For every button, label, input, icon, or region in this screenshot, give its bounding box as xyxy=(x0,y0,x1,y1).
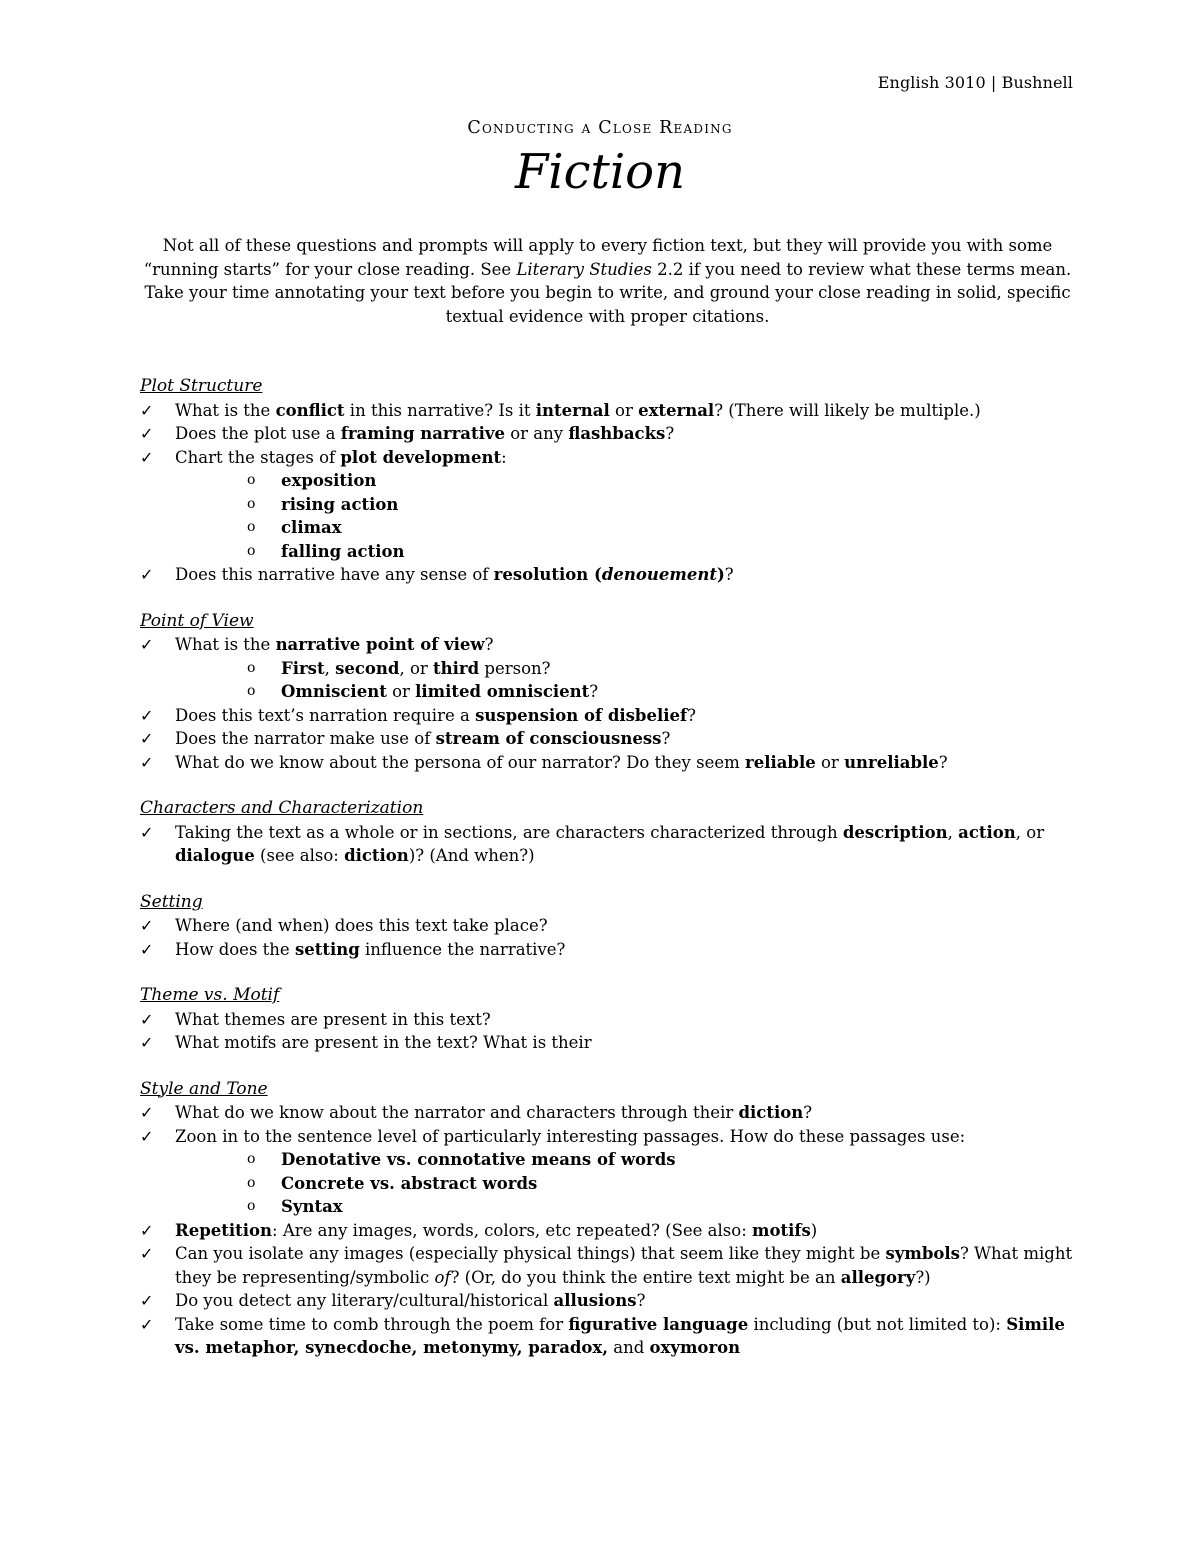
sub-list xyxy=(140,469,1090,563)
text-run: and xyxy=(608,1338,650,1357)
text-run: or xyxy=(386,682,416,701)
section-heading: Characters and Characterization xyxy=(140,798,424,818)
checkmark-icon: ✓ xyxy=(140,1314,154,1334)
text-run: unreliable xyxy=(844,752,939,772)
text-run: )? (And when?) xyxy=(408,846,535,865)
sub-list xyxy=(140,1148,1090,1219)
text-run: ? xyxy=(636,1291,646,1310)
checkmark-icon: ✓ xyxy=(140,1126,154,1146)
text-run: , or xyxy=(1015,822,1045,842)
text-run: falling action xyxy=(281,541,405,561)
text-run: conflict xyxy=(275,400,345,420)
sub-list-item xyxy=(247,469,1090,493)
text-run: Where (and when) does this text take place? xyxy=(175,916,548,935)
checkmark-icon: ✓ xyxy=(140,729,154,748)
sub-list-item xyxy=(247,540,1090,564)
text-run: : xyxy=(501,447,507,467)
text-run: Simile vs. metaphor, synecdoche, metonymy, paradox, xyxy=(175,1314,1065,1357)
sub-list-item xyxy=(247,680,1090,704)
bullet-icon: o xyxy=(247,1151,256,1167)
text-run: or xyxy=(815,752,845,772)
course-header: English 3010 | Bushnell xyxy=(877,73,1073,92)
text-run: ?) xyxy=(915,1267,931,1287)
question-list xyxy=(140,1008,1090,1055)
checkmark-icon: ✓ xyxy=(140,752,154,772)
text-run: or xyxy=(609,400,639,420)
bullet-icon: o xyxy=(247,659,256,676)
section-theme-motif xyxy=(140,984,1090,1055)
text-run: What do we know about the narrator and characters through their xyxy=(175,1103,739,1122)
text-run: denouement xyxy=(601,565,717,584)
text-run: influence the narrative? xyxy=(359,939,566,959)
text-run: Does the narrator make use of xyxy=(175,729,436,748)
text-run: Does the plot use a xyxy=(175,424,341,443)
text-run: ) xyxy=(716,565,725,584)
text-run: including (but not limited to): xyxy=(748,1314,1007,1334)
list-item xyxy=(140,1289,1090,1313)
checkmark-icon: ✓ xyxy=(140,1244,154,1263)
text-run: Can you isolate any images (especially physical things) that seem like they might be xyxy=(175,1244,886,1263)
intro-paragraph xyxy=(140,234,1075,328)
text-run: or any xyxy=(504,424,569,443)
text-run: , or xyxy=(399,658,434,678)
text-run: Does this narrative have any sense of xyxy=(175,565,494,584)
bullet-icon: o xyxy=(247,1174,256,1191)
text-run: reliable xyxy=(745,752,816,772)
text-run: What is the xyxy=(175,635,276,654)
list-item xyxy=(140,1242,1090,1289)
section-characters xyxy=(140,797,1090,868)
text-run: ? xyxy=(803,1103,813,1122)
text-run: climax xyxy=(281,518,342,537)
sub-list-item xyxy=(247,516,1090,540)
checkmark-icon: ✓ xyxy=(140,916,154,935)
list-item xyxy=(140,422,1090,446)
checkmark-icon: ✓ xyxy=(140,635,154,654)
text-run: Syntax xyxy=(281,1197,343,1216)
text-run: ) xyxy=(810,1220,818,1240)
text-run: third xyxy=(433,658,480,678)
text-run: rising action xyxy=(281,494,399,514)
text-run: description xyxy=(842,822,948,842)
text-run: , xyxy=(947,822,959,842)
text-run: action xyxy=(958,822,1016,842)
list-item xyxy=(140,446,1090,564)
text-run: of xyxy=(434,1267,451,1287)
bullet-icon: o xyxy=(247,542,256,559)
text-run: ? xyxy=(665,424,675,443)
sub-list xyxy=(140,657,1090,704)
text-run: limited omniscient xyxy=(415,682,590,701)
text-run: ? (There will likely be multiple.) xyxy=(714,400,981,420)
sub-list-item xyxy=(247,1195,1090,1219)
checkmark-icon: ✓ xyxy=(140,1009,154,1029)
section-heading: Point of View xyxy=(140,610,254,631)
question-list xyxy=(140,399,1090,587)
text-run: Chart the stages of xyxy=(175,447,341,467)
list-item xyxy=(140,633,1090,704)
text-run: dialogue xyxy=(175,846,255,865)
checkmark-icon: ✓ xyxy=(140,1291,154,1310)
text-run: flashbacks xyxy=(568,424,666,443)
list-item xyxy=(140,751,1090,775)
section-heading: Theme vs. Motif xyxy=(140,985,280,1005)
list-item xyxy=(140,821,1090,868)
section-plot-structure xyxy=(140,375,1090,587)
intro-text: 2.2 if you need to review what these terms mean. Take your time annotating your text before you begin to write, and ground your close reading in solid, specific textual evidence with proper citations. xyxy=(144,259,1072,326)
text-run: external xyxy=(638,400,715,420)
question-list xyxy=(140,914,1090,961)
bullet-icon: o xyxy=(247,1198,256,1214)
checkmark-icon: ✓ xyxy=(140,400,154,420)
bullet-icon: o xyxy=(247,683,256,699)
intro-text: Not all of these questions and prompts will apply to every fiction text, but they will provide you with some “running starts” for your close reading. See xyxy=(143,236,1053,279)
checkmark-icon: ✓ xyxy=(140,705,154,725)
section-point-of-view xyxy=(140,610,1090,775)
text-run: What themes are present in this text? xyxy=(175,1009,491,1029)
text-run: figurative language xyxy=(568,1314,749,1334)
text-run: (see also: xyxy=(254,846,345,865)
text-run: Zoon in to the sentence level of particularly interesting passages. How do these passages use: xyxy=(175,1126,966,1146)
text-run: ? xyxy=(661,729,671,748)
document-subtitle: Conducting a Close Reading xyxy=(467,118,733,138)
question-list xyxy=(140,1101,1090,1360)
text-run: diction xyxy=(344,846,409,865)
document-body xyxy=(140,375,1090,1383)
sub-list-item xyxy=(247,1172,1090,1196)
text-run: Denotative vs. connotative means of words xyxy=(281,1150,676,1169)
text-run: second xyxy=(335,658,400,678)
text-run: Taking the text as a whole or in sections, are characters characterized through xyxy=(175,822,843,842)
text-run: suspension of disbelief xyxy=(475,705,688,725)
section-heading: Style and Tone xyxy=(140,1078,268,1099)
section-heading: Setting xyxy=(140,891,203,912)
text-run: allusions xyxy=(553,1291,637,1310)
list-item xyxy=(140,1219,1090,1243)
section-heading: Plot Structure xyxy=(140,376,263,396)
text-run: Take some time to comb through the poem for xyxy=(175,1314,569,1334)
bullet-icon: o xyxy=(247,472,256,488)
list-item xyxy=(140,399,1090,423)
list-item xyxy=(140,1125,1090,1219)
text-run: , xyxy=(324,658,336,678)
text-run: What motifs are present in the text? What is their xyxy=(175,1033,592,1052)
document-title: Fiction xyxy=(515,144,685,200)
text-run: ? xyxy=(724,565,734,584)
text-run: How does the xyxy=(175,939,295,959)
text-run: stream of consciousness xyxy=(435,729,662,748)
checkmark-icon: ✓ xyxy=(140,1103,154,1122)
text-run: setting xyxy=(294,939,360,959)
text-run: oxymoron xyxy=(649,1338,741,1357)
checkmark-icon: ✓ xyxy=(140,565,154,584)
text-run: diction xyxy=(738,1103,804,1122)
list-item xyxy=(140,1313,1090,1360)
question-list xyxy=(140,633,1090,774)
bullet-icon: o xyxy=(247,519,256,535)
sub-list-item xyxy=(247,1148,1090,1172)
text-run: Do you detect any literary/cultural/historical xyxy=(175,1291,554,1310)
checkmark-icon: ✓ xyxy=(140,1033,154,1052)
checkmark-icon: ✓ xyxy=(140,447,154,467)
text-run: ? xyxy=(687,705,696,725)
text-run: resolution ( xyxy=(493,565,602,584)
text-run: First xyxy=(281,658,325,678)
text-run: ? xyxy=(938,752,948,772)
checkmark-icon: ✓ xyxy=(140,939,154,959)
text-run: internal xyxy=(535,400,610,420)
text-run: Concrete vs. abstract words xyxy=(281,1173,538,1193)
list-item xyxy=(140,727,1090,751)
text-run: symbols xyxy=(885,1244,960,1263)
sub-list-item xyxy=(247,657,1090,681)
text-run: exposition xyxy=(281,471,377,490)
text-run: framing narrative xyxy=(340,424,505,443)
text-run: ? xyxy=(484,635,494,654)
list-item xyxy=(140,1008,1090,1032)
text-run: motifs xyxy=(752,1220,811,1240)
checkmark-icon: ✓ xyxy=(140,424,154,443)
section-setting xyxy=(140,891,1090,962)
bullet-icon: o xyxy=(247,495,256,512)
checkmark-icon: ✓ xyxy=(140,1220,154,1240)
text-run: Omniscient xyxy=(281,682,387,701)
text-run: : Are any images, words, colors, etc repeated? (See also: xyxy=(272,1220,752,1240)
text-run: person? xyxy=(479,658,551,678)
section-style-tone xyxy=(140,1078,1090,1360)
text-run: What do we know about the persona of our narrator? Do they seem xyxy=(175,752,746,772)
intro-reference: Literary Studies xyxy=(516,259,652,279)
text-run: ? xyxy=(589,682,599,701)
list-item xyxy=(140,1101,1090,1125)
text-run: plot development xyxy=(340,447,502,467)
text-run: narrative point of view xyxy=(275,635,485,654)
sub-list-item xyxy=(247,493,1090,517)
text-run: Does this text’s narration require a xyxy=(175,705,476,725)
list-item xyxy=(140,1031,1090,1055)
text-run: What is the xyxy=(175,400,276,420)
list-item xyxy=(140,914,1090,938)
text-run: allegory xyxy=(840,1267,916,1287)
list-item xyxy=(140,563,1090,587)
text-run: in this narrative? Is it xyxy=(344,400,536,420)
question-list xyxy=(140,821,1090,868)
text-run: ? (Or, do you think the entire text might be an xyxy=(450,1267,841,1287)
checkmark-icon: ✓ xyxy=(140,822,154,842)
list-item xyxy=(140,938,1090,962)
text-run: Repetition xyxy=(175,1220,273,1240)
text-run: ? What might they be representing/symbolic xyxy=(175,1244,1073,1287)
list-item xyxy=(140,704,1090,728)
